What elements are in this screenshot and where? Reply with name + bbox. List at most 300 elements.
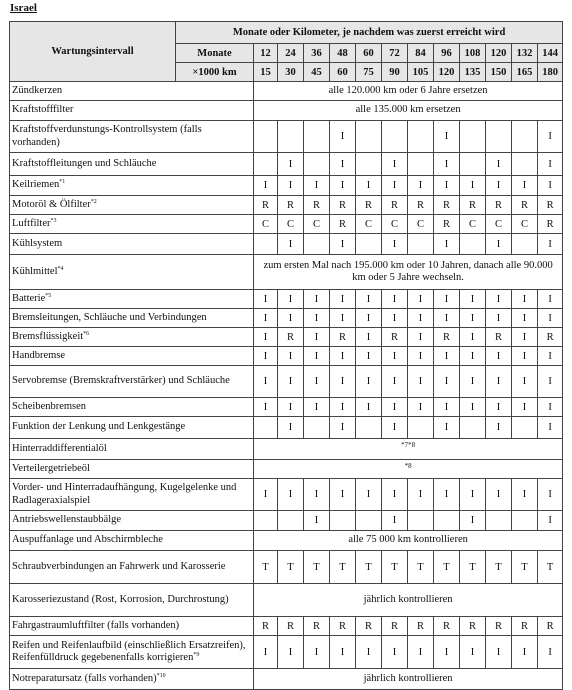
footnote-ref: *9: [193, 652, 200, 658]
header-km-label: ×1000 km: [176, 63, 254, 82]
interval-cell: [356, 234, 382, 255]
interval-cell: [408, 417, 434, 439]
interval-cell: I: [254, 398, 278, 417]
table-row: [10, 215, 563, 234]
interval-cell: I: [382, 153, 408, 176]
row-label-text: Luftfilter: [12, 217, 51, 229]
interval-cell: [254, 121, 278, 153]
interval-cell: I: [330, 366, 356, 398]
interval-cell: [356, 153, 382, 176]
interval-cell: T: [486, 551, 512, 584]
row-label: [10, 617, 254, 636]
table-row: [10, 255, 563, 290]
table-row: [10, 176, 563, 196]
interval-cell: I: [278, 153, 304, 176]
interval-cell: I: [278, 290, 304, 309]
interval-cell: R: [382, 617, 408, 636]
header-km: 30: [278, 63, 304, 82]
row-label: [10, 347, 254, 366]
interval-cell: T: [538, 551, 563, 584]
interval-cell: C: [512, 215, 538, 234]
interval-cell: [512, 511, 538, 531]
interval-cell: C: [356, 215, 382, 234]
interval-cell: T: [278, 551, 304, 584]
header-month: 132: [512, 44, 538, 63]
row-label-text: Notreparatursatz (falls vorhanden): [12, 672, 157, 684]
footnote-ref: *10: [156, 672, 166, 679]
interval-cell: I: [434, 309, 460, 328]
interval-cell: I: [486, 153, 512, 176]
interval-cell: I: [460, 347, 486, 366]
row-label: [10, 636, 254, 669]
interval-cell: R: [434, 196, 460, 215]
interval-cell: I: [382, 398, 408, 417]
header-month: 24: [278, 44, 304, 63]
footnote-ref: *6: [83, 330, 90, 337]
header-month: 72: [382, 44, 408, 63]
row-label-text: Antriebswellenstaubbälge: [12, 514, 122, 526]
interval-cell: I: [278, 234, 304, 255]
interval-cell: [512, 417, 538, 439]
interval-cell: I: [408, 347, 434, 366]
interval-cell: [304, 153, 330, 176]
row-label-text: Schraubverbindungen an Fahrwerk und Karosserie: [12, 560, 226, 572]
header-km: 15: [254, 63, 278, 82]
interval-cell: [304, 417, 330, 439]
interval-cell: R: [356, 196, 382, 215]
table-row: [10, 439, 563, 460]
interval-cell: I: [408, 479, 434, 511]
interval-cell: I: [460, 366, 486, 398]
row-label-text: Bremsleitungen, Schläuche und Verbindungen: [12, 311, 207, 323]
interval-cell: [278, 511, 304, 531]
interval-cell: R: [382, 328, 408, 347]
header-km: 60: [330, 63, 356, 82]
interval-cell: I: [460, 328, 486, 347]
interval-cell: I: [434, 290, 460, 309]
interval-cell: [356, 417, 382, 439]
interval-cell: I: [304, 328, 330, 347]
interval-cell: R: [460, 196, 486, 215]
row-label-text: Zündkerzen: [12, 84, 63, 96]
interval-cell: I: [278, 398, 304, 417]
interval-cell: I: [382, 511, 408, 531]
row-label-text: Kühlsystem: [12, 237, 63, 249]
interval-cell: R: [254, 617, 278, 636]
interval-cell: I: [486, 234, 512, 255]
row-label: [10, 82, 254, 101]
row-label: [10, 176, 254, 196]
interval-cell: I: [304, 636, 330, 669]
interval-cell: [486, 121, 512, 153]
interval-cell: I: [486, 290, 512, 309]
interval-cell: I: [486, 398, 512, 417]
table-row: [10, 479, 563, 511]
interval-cell: R: [278, 617, 304, 636]
row-label-text: Reifen und Reifenlaufbild (einschließlich Ersatzreifen), Reifenfülldruck gegebenenfalls korrigieren: [12, 639, 246, 663]
interval-cell: I: [512, 366, 538, 398]
interval-cell: I: [538, 153, 563, 176]
interval-cell: I: [512, 176, 538, 196]
interval-cell: I: [538, 398, 563, 417]
interval-cell: [408, 511, 434, 531]
header-month: 60: [356, 44, 382, 63]
interval-cell: C: [382, 215, 408, 234]
interval-cell: C: [408, 215, 434, 234]
table-row: [10, 234, 563, 255]
row-label: [10, 255, 254, 290]
interval-cell: C: [460, 215, 486, 234]
interval-cell: [254, 417, 278, 439]
table-row: [10, 617, 563, 636]
interval-cell: R: [538, 196, 563, 215]
interval-cell: I: [382, 290, 408, 309]
header-km: 120: [434, 63, 460, 82]
interval-cell: R: [304, 196, 330, 215]
interval-cell: I: [382, 479, 408, 511]
table-row: [10, 328, 563, 347]
header-km: 75: [356, 63, 382, 82]
interval-cell: I: [356, 290, 382, 309]
header-month: 120: [486, 44, 512, 63]
interval-cell: I: [330, 398, 356, 417]
interval-cell: [254, 234, 278, 255]
interval-cell: R: [434, 215, 460, 234]
interval-cell: I: [434, 398, 460, 417]
table-row: [10, 366, 563, 398]
row-label: [10, 309, 254, 328]
interval-cell: I: [254, 309, 278, 328]
interval-cell: I: [538, 366, 563, 398]
interval-cell: T: [512, 551, 538, 584]
interval-cell: I: [434, 479, 460, 511]
interval-cell: R: [304, 617, 330, 636]
interval-cell: [460, 121, 486, 153]
interval-cell: I: [382, 417, 408, 439]
interval-cell: I: [434, 347, 460, 366]
row-label: [10, 328, 254, 347]
header-month: 144: [538, 44, 563, 63]
table-row: [10, 101, 563, 121]
interval-cell: I: [278, 636, 304, 669]
table-row: [10, 584, 563, 617]
interval-cell: I: [538, 234, 563, 255]
interval-cell: R: [278, 196, 304, 215]
interval-cell: I: [382, 309, 408, 328]
row-label: [10, 511, 254, 531]
interval-cell: I: [434, 366, 460, 398]
interval-cell: I: [254, 636, 278, 669]
interval-cell: R: [486, 617, 512, 636]
interval-cell: I: [408, 290, 434, 309]
row-label-text: Hinterraddifferentialöl: [12, 442, 107, 454]
interval-cell: T: [434, 551, 460, 584]
interval-cell: [304, 121, 330, 153]
table-row: [10, 511, 563, 531]
interval-cell: I: [512, 309, 538, 328]
row-span-note: jährlich kontrollieren: [254, 584, 563, 617]
interval-cell: I: [538, 347, 563, 366]
interval-cell: [330, 511, 356, 531]
row-label-text: Batterie: [12, 292, 46, 304]
interval-cell: I: [330, 153, 356, 176]
interval-cell: [512, 121, 538, 153]
interval-cell: R: [486, 196, 512, 215]
row-span-note: zum ersten Mal nach 195.000 km oder 10 Jahren, danach alle 90.000 km oder 5 Jahre wechseln.: [254, 255, 563, 290]
interval-cell: T: [408, 551, 434, 584]
interval-cell: I: [460, 511, 486, 531]
interval-cell: [486, 511, 512, 531]
interval-cell: [434, 511, 460, 531]
interval-cell: I: [356, 636, 382, 669]
row-label: [10, 215, 254, 234]
row-label-text: Kraftstofffilter: [12, 104, 74, 116]
interval-cell: I: [304, 398, 330, 417]
interval-cell: I: [434, 636, 460, 669]
interval-cell: [254, 511, 278, 531]
interval-cell: I: [486, 309, 512, 328]
table-row: [10, 460, 563, 479]
row-label-text: Bremsflüssigkeit: [12, 330, 84, 342]
interval-cell: I: [304, 176, 330, 196]
table-row: [10, 551, 563, 584]
interval-cell: [512, 234, 538, 255]
interval-cell: I: [512, 347, 538, 366]
interval-cell: I: [304, 290, 330, 309]
interval-cell: I: [278, 347, 304, 366]
interval-cell: R: [486, 328, 512, 347]
interval-cell: I: [254, 479, 278, 511]
interval-cell: I: [434, 121, 460, 153]
interval-cell: [382, 121, 408, 153]
interval-cell: R: [460, 617, 486, 636]
interval-cell: I: [356, 176, 382, 196]
interval-cell: I: [382, 234, 408, 255]
interval-cell: I: [304, 511, 330, 531]
row-span-note: alle 75 000 km kontrollieren: [254, 531, 563, 551]
table-row: [10, 669, 563, 690]
interval-cell: I: [460, 176, 486, 196]
row-label: [10, 584, 254, 617]
interval-cell: [356, 511, 382, 531]
interval-cell: R: [408, 196, 434, 215]
interval-cell: I: [434, 153, 460, 176]
interval-cell: I: [304, 366, 330, 398]
interval-cell: I: [434, 234, 460, 255]
interval-cell: I: [434, 176, 460, 196]
interval-cell: I: [538, 121, 563, 153]
interval-cell: [512, 153, 538, 176]
row-label: [10, 531, 254, 551]
row-span-note: alle 120.000 km oder 6 Jahre ersetzen: [254, 82, 563, 101]
interval-cell: T: [304, 551, 330, 584]
interval-cell: I: [408, 636, 434, 669]
row-label-text: Handbremse: [12, 349, 66, 361]
interval-cell: R: [512, 196, 538, 215]
interval-cell: I: [356, 347, 382, 366]
footnote-ref: *1: [59, 179, 66, 186]
interval-cell: [408, 153, 434, 176]
header-month: 36: [304, 44, 330, 63]
row-label: [10, 398, 254, 417]
header-km: 105: [408, 63, 434, 82]
interval-cell: I: [512, 479, 538, 511]
interval-cell: R: [330, 617, 356, 636]
interval-cell: I: [356, 309, 382, 328]
interval-cell: I: [382, 366, 408, 398]
row-span-note: alle 135.000 km ersetzen: [254, 101, 563, 121]
interval-cell: I: [538, 511, 563, 531]
interval-cell: R: [408, 617, 434, 636]
interval-cell: [460, 153, 486, 176]
table-row: [10, 153, 563, 176]
interval-cell: I: [278, 479, 304, 511]
interval-cell: I: [408, 176, 434, 196]
table-row: [10, 417, 563, 439]
interval-cell: I: [538, 309, 563, 328]
table-row: [10, 531, 563, 551]
interval-cell: I: [486, 636, 512, 669]
row-label-text: Servobremse (Bremskraftverstärker) und Schläuche: [12, 375, 230, 387]
interval-cell: I: [356, 398, 382, 417]
header-months-label: Monate: [176, 44, 254, 63]
interval-cell: I: [408, 398, 434, 417]
interval-cell: I: [254, 176, 278, 196]
row-span-note: *8: [254, 460, 563, 479]
footnote-ref: *3: [50, 217, 57, 224]
interval-cell: I: [382, 176, 408, 196]
interval-cell: [460, 234, 486, 255]
row-label: [10, 669, 254, 690]
interval-cell: [408, 121, 434, 153]
row-label-text: Keilriemen: [12, 179, 60, 191]
header-km: 135: [460, 63, 486, 82]
interval-cell: [254, 153, 278, 176]
footnote-ref: *2: [90, 198, 97, 205]
row-label: [10, 460, 254, 479]
interval-cell: I: [408, 366, 434, 398]
interval-cell: I: [486, 176, 512, 196]
header-km: 150: [486, 63, 512, 82]
row-label-text: Verteilergetriebeöl: [12, 462, 90, 474]
interval-cell: I: [486, 417, 512, 439]
row-label-text: Vorder- und Hinterradaufhängung, Kugelgelenke und Radlageraxialspiel: [12, 482, 237, 506]
row-label-text: Kraftstoffleitungen und Schläuche: [12, 157, 157, 169]
interval-cell: I: [304, 347, 330, 366]
table-row: [10, 121, 563, 153]
header-km: 165: [512, 63, 538, 82]
table-row: [10, 636, 563, 669]
interval-cell: I: [330, 121, 356, 153]
interval-cell: I: [512, 398, 538, 417]
interval-cell: I: [304, 309, 330, 328]
row-label: [10, 439, 254, 460]
interval-cell: C: [278, 215, 304, 234]
interval-cell: I: [460, 636, 486, 669]
row-label: [10, 417, 254, 439]
row-label: [10, 121, 254, 153]
interval-cell: R: [512, 617, 538, 636]
interval-cell: I: [460, 479, 486, 511]
row-label: [10, 551, 254, 584]
interval-cell: I: [254, 366, 278, 398]
table-row: [10, 309, 563, 328]
interval-cell: R: [538, 617, 563, 636]
row-label-text: Fahrgastraumluftfilter (falls vorhanden): [12, 619, 180, 631]
table-row: [10, 398, 563, 417]
interval-cell: I: [254, 290, 278, 309]
row-label-text: Karosseriezustand (Rost, Korrosion, Durchrostung): [12, 593, 229, 605]
interval-cell: C: [486, 215, 512, 234]
interval-cell: R: [330, 196, 356, 215]
footnote-ref: *4: [57, 265, 64, 272]
interval-cell: I: [278, 176, 304, 196]
header-km: 45: [304, 63, 330, 82]
interval-cell: I: [382, 636, 408, 669]
interval-cell: I: [460, 398, 486, 417]
header-interval: Wartungsintervall: [10, 22, 176, 82]
interval-cell: T: [382, 551, 408, 584]
interval-cell: I: [330, 479, 356, 511]
interval-cell: I: [538, 290, 563, 309]
interval-cell: [408, 234, 434, 255]
interval-cell: R: [538, 215, 563, 234]
interval-cell: I: [538, 636, 563, 669]
interval-cell: I: [254, 347, 278, 366]
interval-cell: I: [278, 309, 304, 328]
interval-cell: C: [254, 215, 278, 234]
interval-cell: I: [486, 479, 512, 511]
row-label: [10, 479, 254, 511]
footnote-ref: *5: [45, 292, 52, 299]
row-label-text: Motoröl & Ölfilter: [12, 198, 91, 210]
row-label-text: Funktion der Lenkung und Lenkgestänge: [12, 421, 186, 433]
interval-cell: I: [538, 479, 563, 511]
interval-cell: R: [330, 328, 356, 347]
interval-cell: R: [254, 196, 278, 215]
interval-cell: I: [538, 417, 563, 439]
interval-cell: I: [330, 290, 356, 309]
interval-cell: I: [460, 290, 486, 309]
interval-cell: T: [460, 551, 486, 584]
table-row: [10, 196, 563, 215]
interval-cell: I: [278, 366, 304, 398]
table-row: [10, 290, 563, 309]
interval-cell: I: [512, 636, 538, 669]
row-label: [10, 196, 254, 215]
header-months-title: Monate oder Kilometer, je nachdem was zuerst erreicht wird: [176, 22, 563, 44]
interval-cell: R: [330, 215, 356, 234]
interval-cell: I: [330, 309, 356, 328]
interval-cell: T: [356, 551, 382, 584]
row-label: [10, 290, 254, 309]
interval-cell: R: [434, 328, 460, 347]
interval-cell: I: [434, 417, 460, 439]
row-label: [10, 153, 254, 176]
interval-cell: I: [330, 417, 356, 439]
interval-cell: I: [330, 636, 356, 669]
interval-cell: I: [486, 366, 512, 398]
interval-cell: [304, 234, 330, 255]
interval-cell: R: [278, 328, 304, 347]
interval-cell: I: [538, 176, 563, 196]
row-label: [10, 234, 254, 255]
header-month: 12: [254, 44, 278, 63]
interval-cell: [278, 121, 304, 153]
interval-cell: I: [408, 309, 434, 328]
table-row: [10, 82, 563, 101]
header-km: 180: [538, 63, 563, 82]
